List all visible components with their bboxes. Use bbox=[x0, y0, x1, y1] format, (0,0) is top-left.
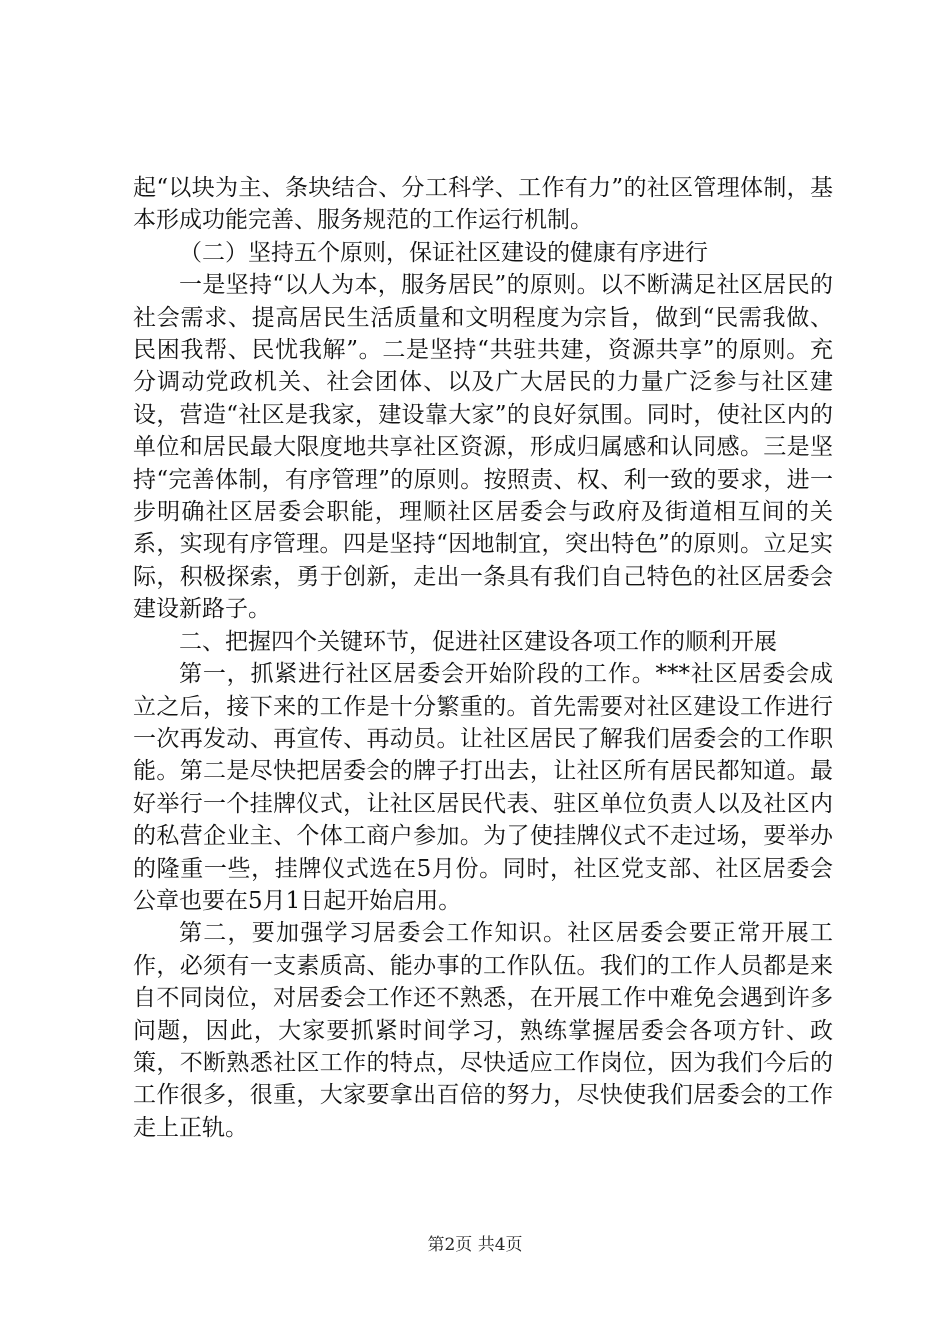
page-footer bbox=[0, 1230, 950, 1255]
paragraph-2: （二）坚持五个原则，保证社区建设的健康有序进行 bbox=[179, 239, 708, 266]
paragraph-3: 一是坚持“以人为本，服务居民”的原则。以不断满足社区居民的社会需求、提高居民生活质量和文明程度为宗旨，做到“民需我做、民困我帮、民忧我解”。二是坚持“共驻共建，资源共享”的原则。充分调动党政机关、社会团体、以及广大居民的力量广泛参与社区建设，营造“社区是我家，建设靠大家”的良好氛围。同时，使社区内的单位和居民最大限度地共享社区资源，形成归属感和认同感。三是坚持“完善体制，有序管理”的原则。按照责、权、利一致的要求，进一步明确社区居委会职能，理顺社区居委会与政府及街道相互间的关系，实现有序管理。四是坚持“因地制宜，突出特色”的原则。立足实际，积极探索，勇于创新，走出一条具有我们自己特色的社区居委会建设新路子。 bbox=[133, 272, 833, 623]
paragraph-5: 第一，抓紧进行社区居委会开始阶段的工作。***社区居委会成立之后，接下来的工作是十分繁重的。首先需要对社区建设工作进行一次再发动、再宣传、再动员。让社区居民了解我们居委会的工作职能。第二是尽快把居委会的牌子打出去，让社区所有居民都知道。最好举行一个挂牌仪式，让社区居民代表、驻区单位负责人以及社区内的私营企业主、个体工商户参加。为了使挂牌仪式不走过场，要举办的隆重一些，挂牌仪式选在5月份。同时，社区党支部、社区居委会公章也要在5月1日起开始启用。 bbox=[133, 661, 833, 914]
paragraph-1: 起“以块为主、条块结合、分工科学、工作有力”的社区管理体制，基本形成功能完善、服务规范的工作运行机制。 bbox=[133, 175, 833, 234]
paragraph-4: 二、把握四个关键环节，促进社区建设各项工作的顺利开展 bbox=[179, 628, 777, 655]
page-number: 第2页 共4页 bbox=[427, 1235, 523, 1255]
document-body bbox=[133, 172, 833, 1144]
paragraph-6: 第二，要加强学习居委会工作知识。社区居委会要正常开展工作，必须有一支素质高、能办事的工作队伍。我们的工作人员都是来自不同岗位，对居委会工作还不熟悉，在开展工作中难免会遇到许多问题，因此，大家要抓紧时间学习，熟练掌握居委会各项方针、政策，不断熟悉社区工作的特点，尽快适应工作岗位，因为我们今后的工作很多，很重，大家要拿出百倍的努力，尽快使我们居委会的工作走上正轨。 bbox=[133, 920, 833, 1141]
